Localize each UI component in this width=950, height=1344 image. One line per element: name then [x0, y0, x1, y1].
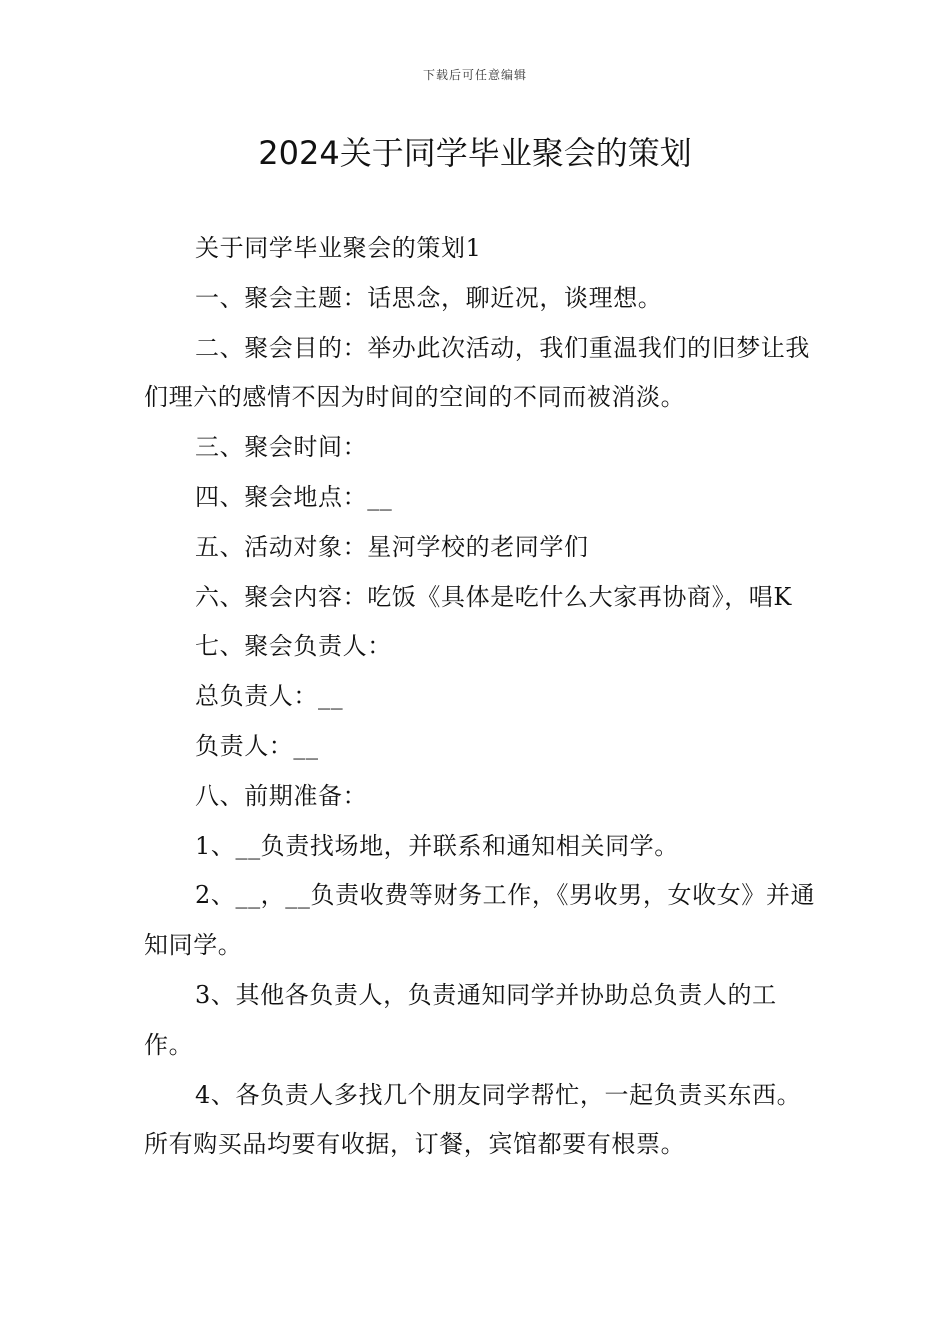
paragraph-participants: 五、活动对象：星河学校的老同学们 — [195, 532, 589, 561]
paragraph-chief-organizer: 总负责人：__ — [195, 682, 344, 711]
paragraph-time: 三、聚会时间： — [195, 433, 368, 462]
paragraph-preparation: 八、前期准备： — [195, 781, 368, 810]
paragraph-purpose: 二、聚会目的：举办此次活动，我们重温我们的旧梦让我们理六的感情不因为时间的空间的不同而被消淡。 — [144, 333, 810, 412]
paragraph-prep-item-1: 1、__负责找场地，并联系和通知相关同学。 — [195, 831, 679, 860]
paragraph-theme: 一、聚会主题：话思念，聊近况，谈理想。 — [195, 283, 663, 312]
paragraph-prep-item-2: 2、__，__负责收费等财务工作，《男收男，女收女》并通知同学。 — [144, 881, 816, 960]
paragraph-content: 六、聚会内容：吃饭《具体是吃什么大家再协商》，唱K — [195, 582, 792, 611]
paragraph-location: 四、聚会地点：__ — [195, 482, 393, 511]
paragraph-section-heading: 关于同学毕业聚会的策划1 — [195, 234, 482, 262]
header-note: 下载后可任意编辑 — [422, 68, 527, 82]
paragraph-prep-item-4: 4、各负责人多找几个朋友同学帮忙，一起负责买东西。所有购买品均要有收据，订餐，宾馆都要有根票。 — [144, 1080, 802, 1159]
document-body — [144, 224, 824, 1170]
document-title: 2024关于同学毕业聚会的策划 — [258, 134, 692, 172]
paragraph-organizers: 七、聚会负责人： — [195, 632, 392, 661]
paragraph-organizer: 负责人：__ — [195, 731, 319, 760]
paragraph-prep-item-3: 3、其他各负责人，负责通知同学并协助总负责人的工作。 — [144, 980, 777, 1059]
